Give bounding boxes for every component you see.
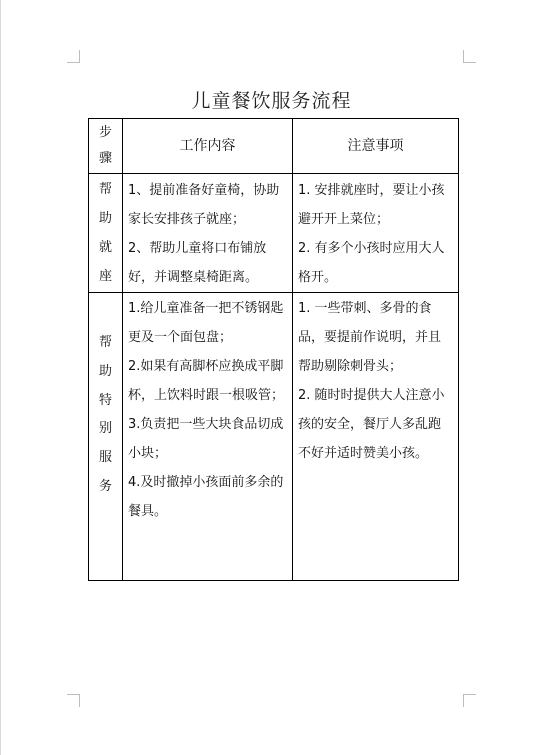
note-item: 1. 安排就座时，要让小孩避开开上菜位； — [298, 183, 445, 227]
note-item: 2. 有多个小孩时应用大人格开。 — [298, 241, 445, 285]
note-item: 1. 一些带刺、多骨的食品，要提前作说明，并且帮助剔除刺骨头； — [298, 301, 442, 374]
step-char: 帮 — [98, 182, 112, 197]
header-work-content: 工作内容 — [123, 119, 293, 174]
work-item: 2、帮助儿童将口布铺放好，并调整桌椅距离。 — [128, 241, 267, 285]
step-char: 就 — [98, 240, 112, 255]
work-content-cell — [123, 174, 293, 293]
crop-mark-bottom-left — [67, 694, 80, 707]
step-cell — [89, 293, 123, 581]
work-item: 4.及时撤掉小孩面前多余的餐具。 — [128, 475, 284, 519]
document-title: 儿童餐饮服务流程 — [191, 90, 352, 112]
notes-cell — [293, 174, 459, 293]
step-char: 座 — [98, 269, 112, 284]
header-notes: 注意事项 — [293, 119, 459, 174]
step-char: 服 — [98, 450, 112, 466]
table-header-row — [89, 119, 459, 174]
step-char: 特 — [98, 392, 112, 408]
notes-cell — [293, 293, 459, 581]
note-item: 2. 随时时提供大人注意小孩的安全，餐厅人多乱跑不好并适时赞美小孩。 — [298, 388, 445, 461]
crop-mark-bottom-right — [463, 694, 476, 707]
work-item: 3.负责把一些大块食品切成小块； — [128, 417, 284, 461]
work-content-cell — [123, 293, 293, 581]
step-char: 助 — [98, 211, 112, 226]
work-item: 1.给儿童准备一把不锈钢匙更及一个面包盘； — [128, 301, 284, 345]
work-item: 1、提前准备好童椅，协助家长安排孩子就座； — [128, 183, 280, 227]
step-char: 务 — [98, 478, 112, 494]
service-process-table — [88, 118, 459, 581]
table-row — [89, 174, 459, 293]
step-char: 助 — [98, 363, 112, 379]
table-row — [89, 293, 459, 581]
header-step-char: 步 — [98, 125, 112, 140]
header-step-char: 骤 — [98, 151, 112, 166]
step-char: 别 — [98, 421, 112, 437]
work-item: 2.如果有高脚杯应换成平脚杯，上饮料时跟一根吸管； — [128, 359, 285, 403]
crop-mark-top-left — [67, 50, 80, 63]
header-step — [89, 119, 123, 174]
crop-mark-top-right — [463, 50, 476, 63]
step-char: 帮 — [98, 335, 112, 350]
step-cell — [89, 174, 123, 293]
